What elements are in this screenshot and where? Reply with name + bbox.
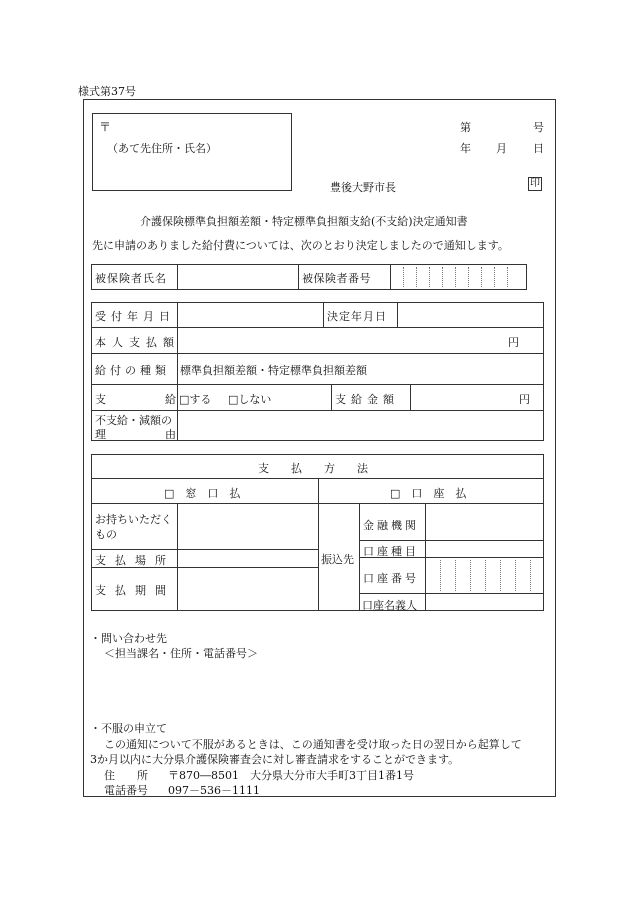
doc-number-gou: 号 [533,121,544,134]
seal-mark: 印 [530,178,540,189]
reason-label-2-right: 由 [165,428,176,441]
account-holder-label: 口座名義人 [362,599,417,612]
date-year: 年 [460,142,471,155]
pay-place-label: 支払場所 [95,554,175,567]
insured-number-label: 被保険者番号 [302,272,371,285]
date-month: 月 [496,142,507,155]
bring-items-label: お持ちいただくもの [95,513,172,541]
window-payment-option[interactable]: □ 窓 口 払 [164,487,241,500]
form-number: 様式第37号 [78,85,136,98]
appeal-line-2: 3か月以内に大分県介護保険審査会に対し審査請求をすることができます。 [90,753,460,766]
address-placeholder: （あて先住所・氏名） [107,142,217,155]
appeal-address-value: 〒870―8501 大分県大分市大手町3丁目1番1号 [168,769,414,782]
payment-amount-label: 支給金額 [335,393,399,406]
intro-text: 先に申請のありました給付費については、次のとおり決定しましたので通知します。 [92,239,509,252]
doc-number-dai: 第 [460,121,471,134]
appeal-phone-value: 097－536－1111 [168,784,260,797]
appeal-phone-label: 電話番号 [104,784,148,797]
account-payment-option[interactable]: □ 口 座 払 [390,487,467,500]
payment-label-left: 支 [95,393,106,406]
payment-method-header: 支払方法 [258,462,390,475]
date-day: 日 [533,142,544,155]
appeal-address-label: 住 所 [104,769,148,782]
reason-label-1: 不支給・減額の [95,414,172,427]
account-number-label: 口座番号 [363,572,419,585]
reason-label-2-left: 理 [95,428,106,441]
form-frame [83,99,556,797]
transfer-label: 振込先 [321,553,354,566]
insured-name-label: 被保険者氏名 [95,272,167,285]
payment-option-no[interactable]: □しない [228,393,272,406]
paid-amount-yen: 円 [508,336,519,349]
postal-mark: 〒 [99,120,112,134]
receipt-date-label: 受付年月日 [95,310,175,323]
appeal-line-1: この通知について不服があるときは、この通知書を受け取った日の翌日から起算して [104,738,522,751]
contact-detail: ＜担当課名・住所・電話番号＞ [104,647,258,660]
paid-amount-label: 本人支払額 [95,336,180,349]
issuer-name: 豊後大野市長 [330,181,396,194]
payment-option-yes[interactable]: □する [179,393,212,406]
pay-period-label: 支払期間 [95,584,175,597]
account-type-label: 口座種目 [363,545,419,558]
address-box [92,113,292,191]
payment-label-right: 給 [165,393,176,406]
benefit-type-value: 標準負担額差額・特定標準負担額差額 [180,364,367,377]
appeal-heading: ・不服の申立て [90,722,167,735]
benefit-type-label: 給付の種類 [95,364,170,377]
payment-amount-yen: 円 [519,393,530,406]
document-title: 介護保険標準負担額差額・特定標準負担額支給(不支給)決定通知書 [140,215,468,228]
decision-date-label: 決定年月日 [327,310,387,323]
bank-label: 金融機関 [363,519,419,532]
contact-heading: ・問い合わせ先 [90,632,167,645]
